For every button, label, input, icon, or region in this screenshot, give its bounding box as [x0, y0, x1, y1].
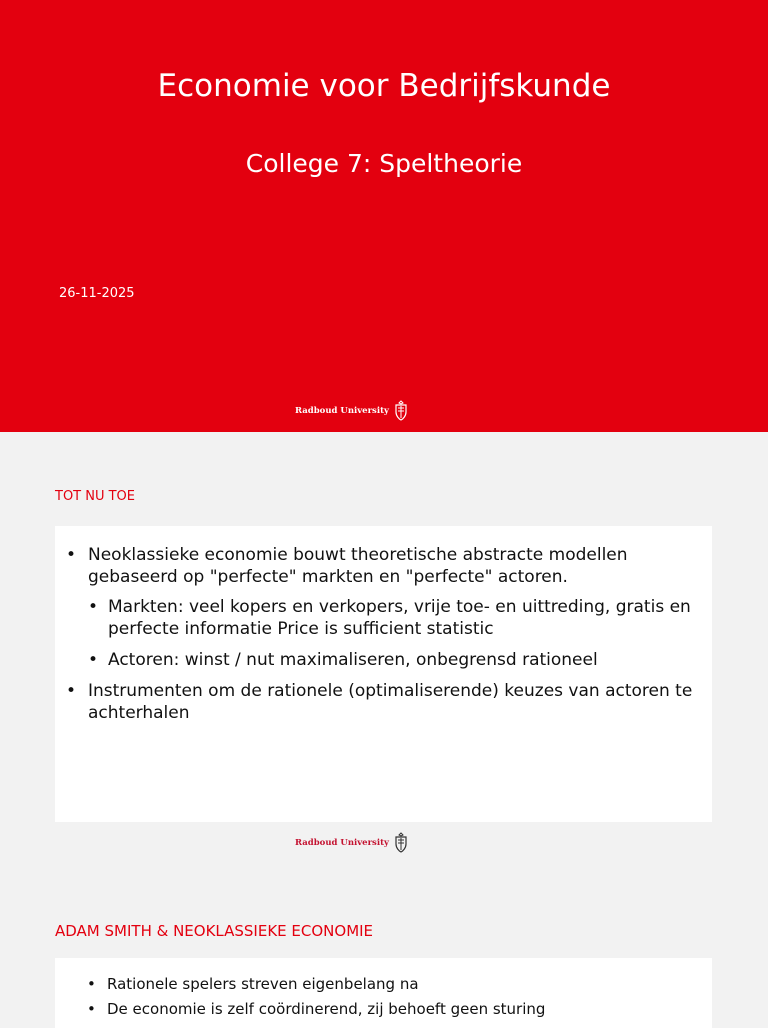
list-item [66, 544, 706, 671]
list-item: • Rationele spelers streven eigenbelang na [87, 974, 687, 994]
list-item: • De economie is zelf coördinerend, zij behoeft geen sturing [87, 999, 687, 1019]
content-card [55, 526, 712, 822]
section-heading: TOT NU TOE [55, 489, 136, 504]
section-heading: ADAM SMITH & NEOKLASSIEKE ECONOMIE [55, 922, 374, 940]
presentation-subtitle: College 7: Speltheorie [245, 149, 523, 178]
content-card [55, 958, 712, 1028]
radboud-logo [295, 400, 409, 422]
presentation-title: Economie voor Bedrijfskunde [157, 68, 611, 104]
logo-text: Radboud University [295, 406, 389, 416]
list-item: • Actoren: winst / nut maximaliseren, onbegrensd rationeel [88, 649, 706, 671]
radboud-logo [295, 832, 409, 854]
title-slide [0, 0, 768, 432]
crest-icon [393, 832, 409, 854]
crest-icon [393, 400, 409, 422]
bullet-list [87, 974, 687, 1024]
list-item: • Markten: veel kopers en verkopers, vrije toe- en uittreding, gratis en perfecte informatie Price is sufficient statistic [88, 596, 706, 640]
list-item: • Instrumenten om de rationele (optimaliserende) keuzes van actoren te achterhalen [66, 680, 706, 724]
slide-date: 26-11-2025 [59, 286, 135, 301]
bullet-text: Neoklassieke economie bouwt theoretische abstracte modellen gebaseerd op "perfecte" markten en "perfecte" actoren. [88, 545, 628, 587]
sub-bullet-list [88, 596, 706, 671]
bullet-list [66, 544, 706, 733]
logo-text: Radboud University [295, 838, 389, 848]
